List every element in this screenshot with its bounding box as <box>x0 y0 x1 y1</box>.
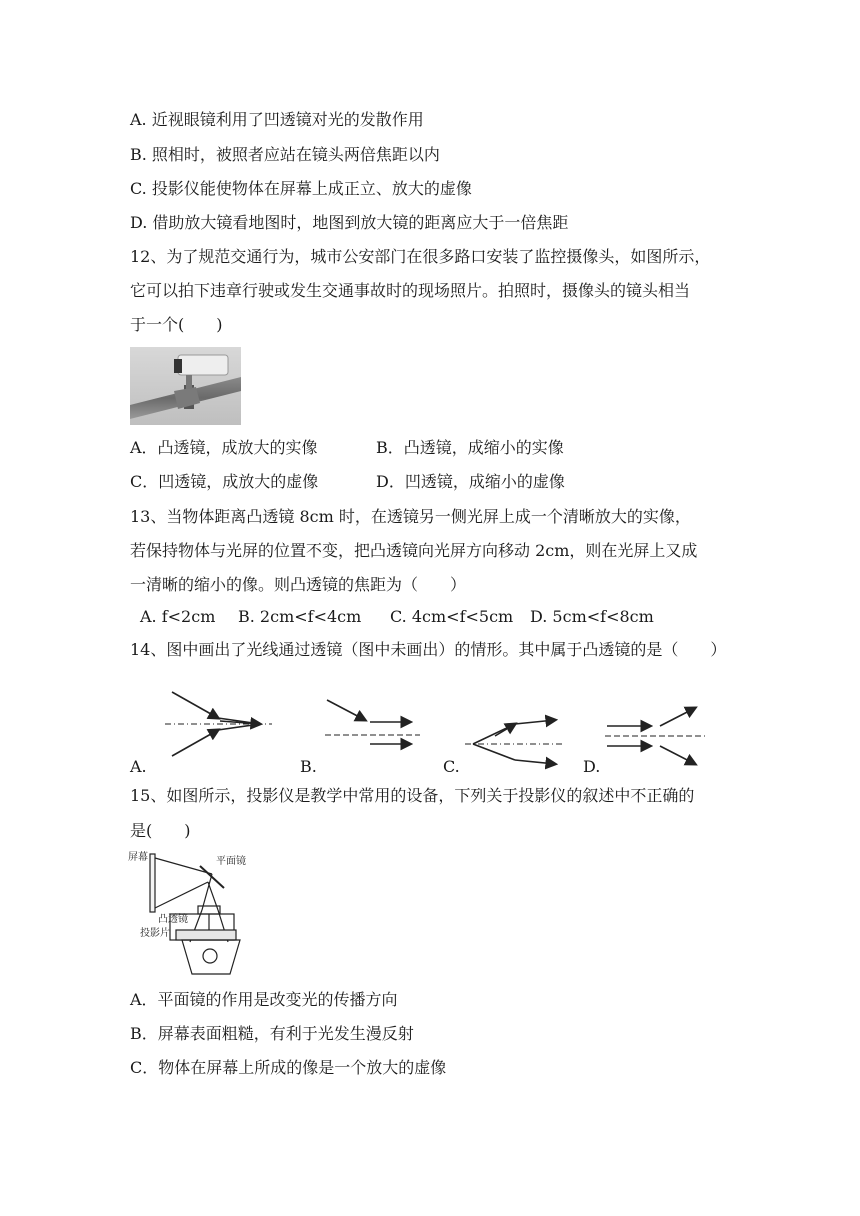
label-screen: 屏幕 <box>128 852 148 863</box>
q15-option-b: B．屏幕表面粗糙，有利于光发生漫反射 <box>130 1024 414 1043</box>
ray-diagram-a <box>165 692 272 756</box>
ray-diagram-b <box>325 700 420 744</box>
ray-diagram-c <box>465 720 565 764</box>
q12-option-a: A．凸透镜，成放大的实像 <box>130 438 318 457</box>
q12-option-c: C．凹透镜，成放大的虚像 <box>130 472 319 491</box>
q13-option-b: B. 2cm<f<4cm <box>238 607 362 626</box>
q14-label-c: C. <box>443 757 460 776</box>
q14-stem: 14、图中画出了光线通过透镜（图中未画出）的情形。其中属于凸透镜的是（ ） <box>130 640 727 659</box>
q12-stem-line-2: 它可以拍下违章行驶或发生交通事故时的现场照片。拍照时，摄像头的镜头相当 <box>130 281 691 300</box>
q13-option-a: A. f<2cm <box>140 607 216 626</box>
q13-stem-line-1: 13、当物体距离凸透镜 8cm 时，在透镜另一侧光屏上成一个清晰放大的实像， <box>130 507 691 526</box>
q14-label-d: D. <box>583 757 601 776</box>
q11-option-d: D. 借助放大镜看地图时，地图到放大镜的距离应大于一倍焦距 <box>130 213 569 232</box>
projector-diagram <box>128 848 252 978</box>
q11-option-c: C. 投影仪能使物体在屏幕上成正立、放大的虚像 <box>130 179 472 198</box>
q13-option-c: C. 4cm<f<5cm <box>390 607 514 626</box>
q13-stem-line-2: 若保持物体与光屏的位置不变，把凸透镜向光屏方向移动 2cm，则在光屏上又成 <box>130 541 698 560</box>
q14-label-a: A. <box>130 757 147 776</box>
q11-option-a: A. 近视眼镜利用了凹透镜对光的发散作用 <box>130 110 424 129</box>
q13-stem-line-3: 一清晰的缩小的像。则凸透镜的焦距为（ ） <box>130 575 467 594</box>
q15-stem-line-2: 是( ) <box>130 821 191 840</box>
q12-option-b: B．凸透镜，成缩小的实像 <box>376 438 564 457</box>
q11-option-b: B. 照相时，被照者应站在镜头两倍焦距以内 <box>130 145 440 164</box>
label-slide: 投影片 <box>140 928 170 939</box>
q15-option-a: A．平面镜的作用是改变光的传播方向 <box>130 990 398 1009</box>
ray-diagram-d <box>605 708 705 764</box>
q13-option-d: D. 5cm<f<8cm <box>530 607 654 626</box>
label-lens: 凸透镜 <box>158 914 188 925</box>
q14-label-b: B. <box>300 757 317 776</box>
q14-ray-diagrams <box>160 680 720 770</box>
q12-stem-line-3: 于一个( ) <box>130 315 223 334</box>
label-mirror: 平面镜 <box>216 856 246 867</box>
q12-stem-line-1: 12、为了规范交通行为，城市公安部门在很多路口安装了监控摄像头，如图所示， <box>130 247 711 266</box>
q15-stem-line-1: 15、如图所示，投影仪是教学中常用的设备，下列关于投影仪的叙述中不正确的 <box>130 786 695 805</box>
camera-photo <box>130 347 241 425</box>
q15-option-c: C．物体在屏幕上所成的像是一个放大的虚像 <box>130 1058 447 1077</box>
q12-option-d: D．凹透镜，成缩小的虚像 <box>376 472 565 491</box>
